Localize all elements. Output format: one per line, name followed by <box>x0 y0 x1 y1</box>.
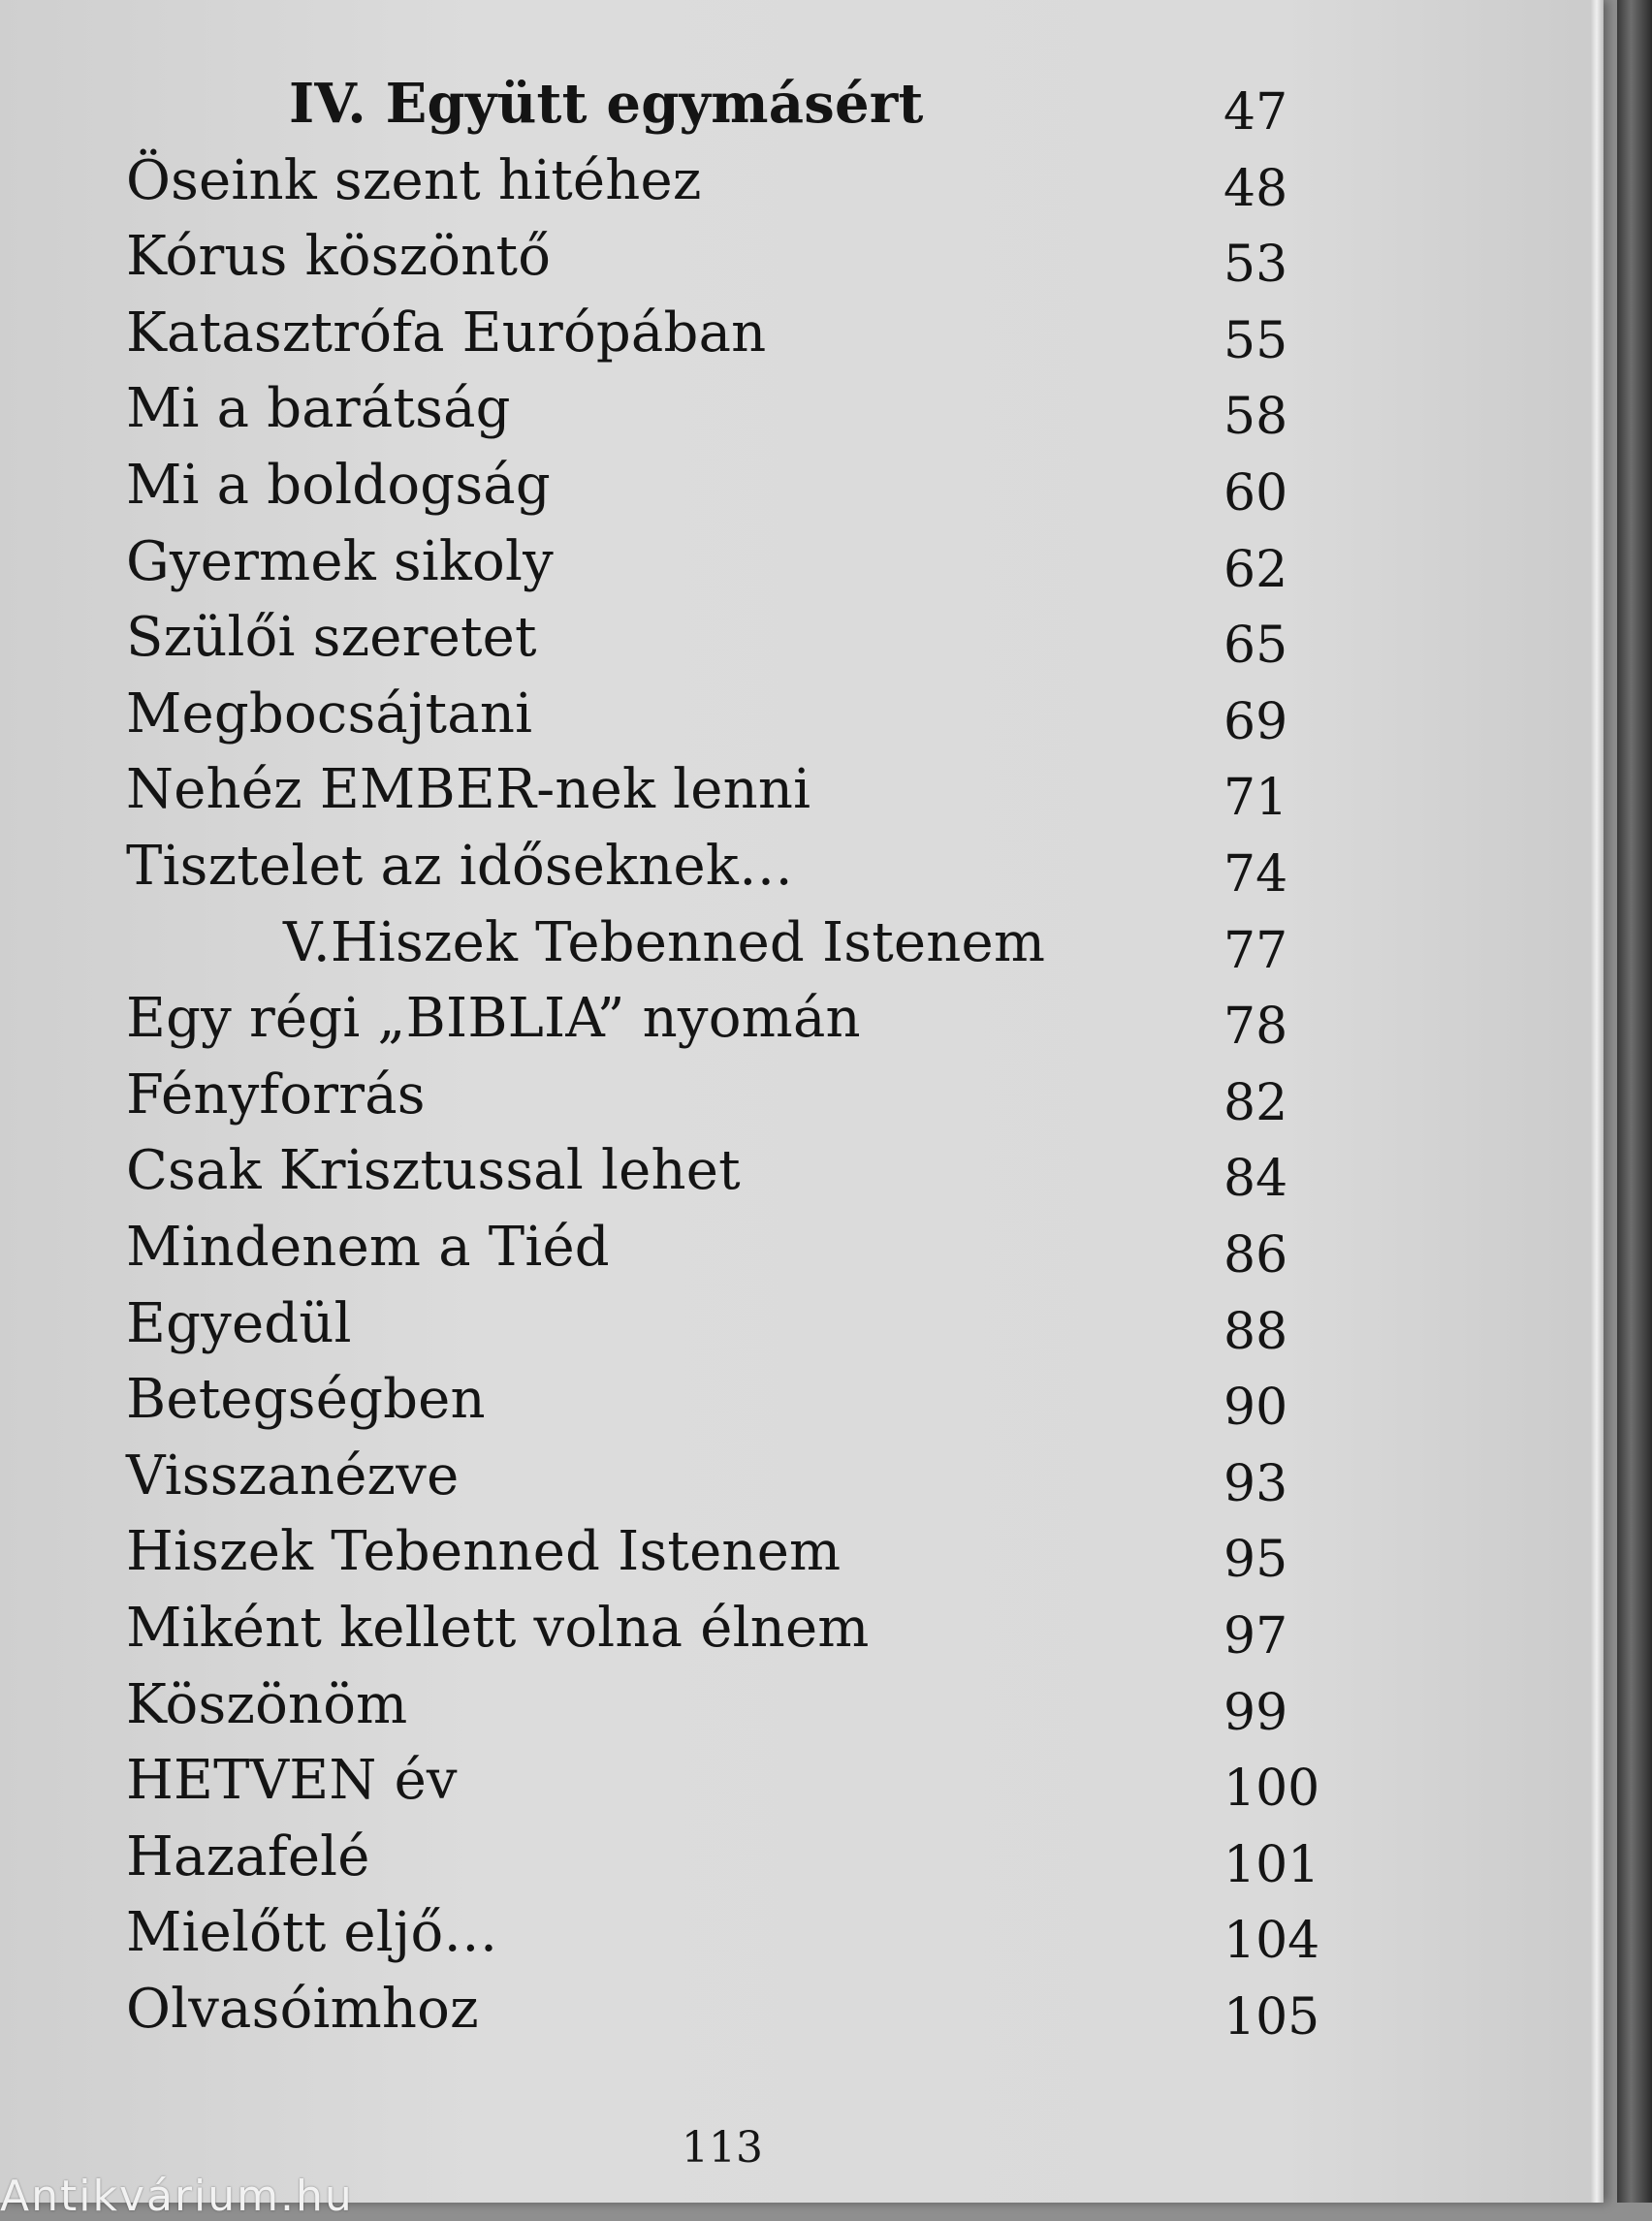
page-number: 113 <box>682 2123 763 2173</box>
toc-entry <box>0 1590 1602 1666</box>
watermark: Antikvárium.hu <box>0 2172 354 2221</box>
toc-entry-page: 47 <box>1223 83 1288 142</box>
toc-entry-title: Mindenem a Tiéd <box>126 1216 610 1279</box>
toc-entry-title: Szülői szeretet <box>126 606 537 670</box>
toc-entry-page: 55 <box>1223 311 1288 370</box>
toc-entry-title: Gyermek sikoly <box>126 529 554 593</box>
toc-entry-page: 105 <box>1223 1988 1320 2046</box>
toc-entry-title: IV. Együtt egymásért <box>289 72 924 136</box>
toc-entry-title: Mi a boldogság <box>126 454 551 517</box>
toc-entry <box>0 1971 1602 2046</box>
toc-entry-page: 82 <box>1223 1073 1288 1132</box>
toc-entry <box>0 599 1602 675</box>
toc-entry-page: 48 <box>1223 159 1288 218</box>
toc-entry-title: Tisztelet az időseknek… <box>126 835 794 898</box>
toc-entry-page: 86 <box>1223 1226 1288 1285</box>
toc-entry-title: Olvasóimhoz <box>126 1978 479 2041</box>
toc-entry <box>0 1438 1602 1513</box>
toc-entry-page: 77 <box>1223 921 1288 980</box>
toc-entry-page: 97 <box>1223 1607 1288 1666</box>
toc-entry-page: 65 <box>1223 617 1288 676</box>
toc-entry-title: V.Hiszek Tebenned Istenem <box>283 910 1046 974</box>
toc-entry-title: Mielőtt eljő… <box>126 1901 498 1965</box>
toc-entry-title: Megbocsájtani <box>126 682 533 746</box>
toc-entry-title: Öseink szent hitéhez <box>126 148 702 212</box>
toc-entry <box>0 1666 1602 1742</box>
toc-entry <box>0 1513 1602 1589</box>
toc-entry <box>0 218 1602 294</box>
toc-entry <box>0 143 1602 218</box>
toc-entry <box>0 1209 1602 1285</box>
toc-entry-title: Nehéz EMBER-nek lenni <box>126 758 811 822</box>
toc-entry-title: Betegségben <box>126 1368 486 1432</box>
toc-entry-title: Köszönöm <box>126 1672 408 1736</box>
toc-entry-page: 100 <box>1223 1760 1320 1819</box>
toc-entry-title: Csak Krisztussal lehet <box>126 1139 741 1203</box>
toc-entry-title: Miként kellett volna élnem <box>126 1597 870 1660</box>
toc-entry <box>0 751 1602 827</box>
toc-entry <box>0 980 1602 1056</box>
toc-entry-title: HETVEN év <box>126 1749 458 1813</box>
toc-entry-page: 93 <box>1223 1454 1288 1513</box>
toc-entry-title: Hiszek Tebenned Istenem <box>126 1520 842 1584</box>
toc-entry-page: 74 <box>1223 845 1288 904</box>
toc-entry-page: 53 <box>1223 236 1288 295</box>
toc-entry-page: 84 <box>1223 1150 1288 1209</box>
toc-entry-title: Mi a barátság <box>126 377 511 441</box>
toc-entry-title: Fényforrás <box>126 1063 426 1126</box>
toc-entry-page: 71 <box>1223 769 1288 828</box>
toc-entry-page: 78 <box>1223 998 1288 1057</box>
toc-entry <box>0 370 1602 446</box>
toc-entry <box>0 1285 1602 1361</box>
toc-entry-title: Hazafelé <box>126 1824 370 1888</box>
toc-entry-page: 60 <box>1223 464 1288 523</box>
toc-entry-title: Egyedül <box>126 1291 352 1355</box>
toc-entry-page: 99 <box>1223 1683 1288 1742</box>
toc-entry <box>0 1742 1602 1818</box>
toc-entry <box>0 447 1602 523</box>
toc-entry-title: Visszanézve <box>126 1444 460 1507</box>
toc-entry-title: Kórus köszöntő <box>126 225 552 289</box>
toc-entry <box>0 524 1602 599</box>
toc-entry <box>0 1819 1602 1894</box>
toc-entry-page: 62 <box>1223 540 1288 599</box>
toc-entry-title: Katasztrófa Európában <box>126 301 767 365</box>
toc-entry <box>0 1894 1602 1970</box>
toc-entry-title: Egy régi „BIBLIA” nyomán <box>126 987 861 1051</box>
toc-entry-page: 101 <box>1223 1835 1320 1894</box>
toc-entry-page: 104 <box>1223 1912 1320 1971</box>
toc-section-heading <box>0 66 1602 142</box>
toc-entry <box>0 828 1602 904</box>
toc-entry-page: 69 <box>1223 692 1288 751</box>
toc-entry-page: 95 <box>1223 1531 1288 1590</box>
toc-entry-page: 90 <box>1223 1379 1288 1438</box>
toc-entry <box>0 1361 1602 1437</box>
toc-section-heading <box>0 904 1602 980</box>
toc-entry <box>0 676 1602 751</box>
toc-entry <box>0 1057 1602 1132</box>
toc-entry <box>0 295 1602 370</box>
toc-entry <box>0 1132 1602 1208</box>
toc-entry-page: 88 <box>1223 1302 1288 1361</box>
book-binding <box>1617 0 1652 2203</box>
toc-entry-page: 58 <box>1223 388 1288 447</box>
